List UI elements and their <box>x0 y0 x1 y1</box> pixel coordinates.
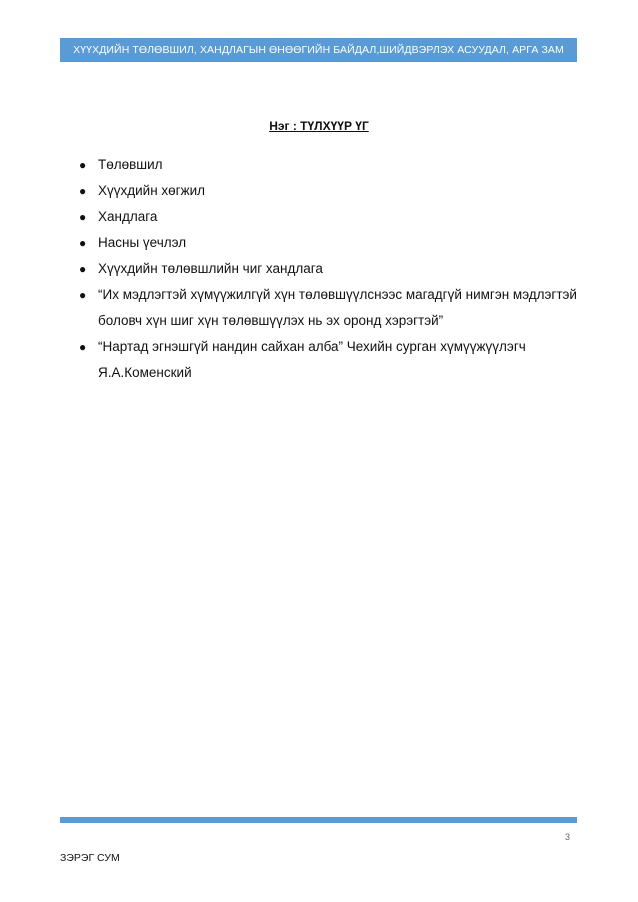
bullet-icon: ● <box>79 210 87 224</box>
bullet-icon: ● <box>79 184 87 198</box>
list-item: ● “Их мэдлэгтэй хүмүүжилгүй хүн төлөвшүүлснээс магадгүй нимгэн мэдлэгтэй боловч хүн шиг хүн төлөвшүүлэх нь эх оронд хэрэгтэй” <box>76 282 596 334</box>
bullet-icon: ● <box>79 262 87 276</box>
footer-text: ЗЭРЭГ СУМ <box>60 852 120 864</box>
list-item: ● Төлөвшил <box>76 152 596 178</box>
running-header <box>60 38 577 62</box>
bullet-icon: ● <box>79 288 87 302</box>
section-title: Нэг : ТҮЛХҮҮР ҮГ <box>269 119 369 133</box>
page-number: 3 <box>564 832 570 842</box>
keyword-list <box>76 152 596 386</box>
footer-rule <box>60 817 577 823</box>
list-item: ● “Нартад эгнэшгүй нандин сайхан алба” Чехийн сурган хүмүүжүүлэгч Я.А.Коменский <box>76 334 596 386</box>
list-item: ● Хандлага <box>76 204 596 230</box>
bullet-icon: ● <box>79 158 87 172</box>
running-header-title: ХҮҮХДИЙН ТӨЛӨВШИЛ, ХАНДЛАГЫН ӨНӨӨГИЙН БАЙДАЛ,ШИЙДВЭРЛЭХ АСУУДАЛ, АРГА ЗАМ <box>73 44 564 56</box>
list-item: ● Насны үечлэл <box>76 230 596 256</box>
list-item: ● Хүүхдийн төлөвшлийн чиг хандлага <box>76 256 596 282</box>
bullet-icon: ● <box>79 340 87 354</box>
list-item: ● Хүүхдийн хөгжил <box>76 178 596 204</box>
bullet-icon: ● <box>79 236 87 250</box>
